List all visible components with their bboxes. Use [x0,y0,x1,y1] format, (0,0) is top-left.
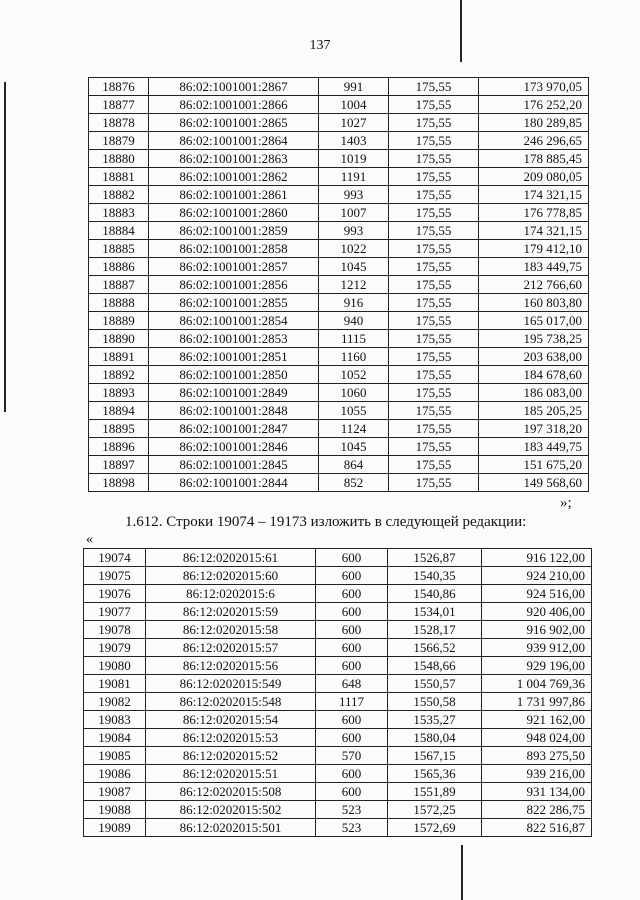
table-cell: 197 318,20 [479,420,589,438]
table-row [89,402,589,420]
table-cell: 86:12:0202015:548 [146,693,316,711]
table-cell: 86:12:0202015:508 [146,783,316,801]
table-cell: 175,55 [389,240,479,258]
table-cell: 19087 [84,783,146,801]
table-cell: 180 289,85 [479,114,589,132]
table-cell: 18882 [89,186,149,204]
table-cell: 940 [319,312,389,330]
table-cell: 18888 [89,294,149,312]
table-cell: 86:12:0202015:6 [146,585,316,603]
table-cell: 86:12:0202015:549 [146,675,316,693]
table-cell: 1535,27 [388,711,482,729]
table-cell: 600 [316,603,388,621]
table-cell: 1117 [316,693,388,711]
table-cell: 931 134,00 [482,783,592,801]
table-row [89,348,589,366]
table-cell: 86:02:1001001:2864 [149,132,319,150]
table-cell: 175,55 [389,204,479,222]
table-cell: 924 516,00 [482,585,592,603]
table-cell: 203 638,00 [479,348,589,366]
opening-quote: « [86,532,93,547]
table-cell: 19086 [84,765,146,783]
table-cell: 86:02:1001001:2846 [149,438,319,456]
table-cell: 1045 [319,258,389,276]
table-cell: 86:12:0202015:59 [146,603,316,621]
table-cell: 18887 [89,276,149,294]
table-row [89,78,589,96]
table-row [89,276,589,294]
page-number: 137 [309,38,331,53]
table-cell: 18889 [89,312,149,330]
table-cell: 19074 [84,549,146,567]
table-cell: 18884 [89,222,149,240]
table-cell: 175,55 [389,114,479,132]
table-cell: 1115 [319,330,389,348]
table-cell: 1572,69 [388,819,482,837]
table-row [89,186,589,204]
table-cell: 600 [316,765,388,783]
table-cell: 19082 [84,693,146,711]
table-cell: 175,55 [389,330,479,348]
table-cell: 173 970,05 [479,78,589,96]
table-cell: 19084 [84,729,146,747]
table-cell: 18891 [89,348,149,366]
table-cell: 175,55 [389,258,479,276]
table-cell: 86:12:0202015:51 [146,765,316,783]
table-row [89,150,589,168]
table-cell: 893 275,50 [482,747,592,765]
table-cell: 18892 [89,366,149,384]
table-cell: 1191 [319,168,389,186]
table-cell: 19075 [84,567,146,585]
table-cell: 600 [316,585,388,603]
table-cell: 822 516,87 [482,819,592,837]
table-row [89,168,589,186]
table-cell: 18880 [89,150,149,168]
table-row [84,567,592,585]
table-cell: 19081 [84,675,146,693]
table-row [84,639,592,657]
table-cell: 179 412,10 [479,240,589,258]
table-row [89,294,589,312]
table-cell: 600 [316,549,388,567]
scan-edge-mark-bottom [461,845,463,900]
table-cell: 18879 [89,132,149,150]
table-cell: 924 210,00 [482,567,592,585]
table-cell: 86:02:1001001:2859 [149,222,319,240]
table-cell: 921 162,00 [482,711,592,729]
table-cell: 212 766,60 [479,276,589,294]
cadastral-table-2 [83,548,592,837]
table-cell: 86:02:1001001:2849 [149,384,319,402]
table-cell: 19088 [84,801,146,819]
table-cell: 1060 [319,384,389,402]
table-cell: 1528,17 [388,621,482,639]
table-cell: 1007 [319,204,389,222]
table-cell: 86:02:1001001:2863 [149,150,319,168]
table-cell: 18883 [89,204,149,222]
table-cell: 86:02:1001001:2844 [149,474,319,492]
table-cell: 175,55 [389,348,479,366]
table-row [84,765,592,783]
table-row [84,621,592,639]
table-cell: 175,55 [389,294,479,312]
table-row [89,420,589,438]
table-cell: 175,55 [389,132,479,150]
table-row [89,438,589,456]
table-cell: 86:12:0202015:53 [146,729,316,747]
closing-quote: »; [560,495,572,511]
table-row [89,258,589,276]
table-cell: 1004 [319,96,389,114]
table-cell: 1055 [319,402,389,420]
table-cell: 600 [316,621,388,639]
table-cell: 18898 [89,474,149,492]
table-cell: 176 778,85 [479,204,589,222]
table-cell: 174 321,15 [479,186,589,204]
table-cell: 183 449,75 [479,258,589,276]
table-row [84,693,592,711]
table-cell: 939 216,00 [482,765,592,783]
table-row [84,729,592,747]
table-cell: 18878 [89,114,149,132]
table-cell: 185 205,25 [479,402,589,420]
table-cell: 86:12:0202015:61 [146,549,316,567]
table-cell: 86:02:1001001:2847 [149,420,319,438]
table-cell: 19083 [84,711,146,729]
table-cell: 864 [319,456,389,474]
table-cell: 1565,36 [388,765,482,783]
table-cell: 18893 [89,384,149,402]
table-cell: 86:12:0202015:56 [146,657,316,675]
table-cell: 86:12:0202015:57 [146,639,316,657]
table-cell: 570 [316,747,388,765]
table-cell: 920 406,00 [482,603,592,621]
table-cell: 151 675,20 [479,456,589,474]
table-cell: 1045 [319,438,389,456]
table-cell: 19089 [84,819,146,837]
table-cell: 175,55 [389,168,479,186]
table-cell: 175,55 [389,384,479,402]
table-cell: 246 296,65 [479,132,589,150]
table-cell: 19085 [84,747,146,765]
table-cell: 600 [316,639,388,657]
table-cell: 175,55 [389,474,479,492]
table-cell: 18897 [89,456,149,474]
table-cell: 822 286,75 [482,801,592,819]
table-cell: 86:02:1001001:2854 [149,312,319,330]
table-cell: 939 912,00 [482,639,592,657]
table-row [89,114,589,132]
table-cell: 184 678,60 [479,366,589,384]
table-cell: 1022 [319,240,389,258]
table-cell: 1567,15 [388,747,482,765]
table-cell: 175,55 [389,150,479,168]
table-cell: 175,55 [389,78,479,96]
scan-edge-mark-left [4,82,6,412]
table-cell: 175,55 [389,276,479,294]
table-cell: 86:12:0202015:58 [146,621,316,639]
table-row [84,819,592,837]
table-row [84,603,592,621]
table-row [84,711,592,729]
table-cell: 916 122,00 [482,549,592,567]
table-cell: 916 [319,294,389,312]
table-cell: 1124 [319,420,389,438]
table-row [84,747,592,765]
table-cell: 175,55 [389,312,479,330]
table-row [89,330,589,348]
table-cell: 149 568,60 [479,474,589,492]
table-cell: 929 196,00 [482,657,592,675]
table-cell: 175,55 [389,438,479,456]
table-row [89,132,589,150]
table-cell: 1572,25 [388,801,482,819]
cadastral-table-1 [88,77,589,492]
table-cell: 18885 [89,240,149,258]
table-cell: 600 [316,657,388,675]
table-cell: 1403 [319,132,389,150]
table-cell: 160 803,80 [479,294,589,312]
table-row [89,204,589,222]
table-cell: 175,55 [389,456,479,474]
table-cell: 1052 [319,366,389,384]
table-cell: 209 080,05 [479,168,589,186]
table-cell: 19079 [84,639,146,657]
table-cell: 1540,86 [388,585,482,603]
table-cell: 183 449,75 [479,438,589,456]
table-cell: 600 [316,783,388,801]
table-cell: 1550,57 [388,675,482,693]
table-cell: 19080 [84,657,146,675]
table-row [89,384,589,402]
table-row [89,474,589,492]
table-cell: 186 083,00 [479,384,589,402]
table-cell: 175,55 [389,420,479,438]
table-cell: 18886 [89,258,149,276]
table-cell: 18894 [89,402,149,420]
table-cell: 18890 [89,330,149,348]
table-cell: 19077 [84,603,146,621]
table-cell: 1212 [319,276,389,294]
table-cell: 176 252,20 [479,96,589,114]
table-cell: 1 004 769,36 [482,675,592,693]
table-cell: 86:02:1001001:2862 [149,168,319,186]
table-cell: 1027 [319,114,389,132]
table-cell: 86:02:1001001:2855 [149,294,319,312]
table-cell: 948 024,00 [482,729,592,747]
table-cell: 852 [319,474,389,492]
table-cell: 175,55 [389,96,479,114]
table-cell: 86:02:1001001:2856 [149,276,319,294]
table-cell: 1534,01 [388,603,482,621]
table-row [84,801,592,819]
table-cell: 165 017,00 [479,312,589,330]
table-cell: 86:02:1001001:2867 [149,78,319,96]
table-cell: 86:02:1001001:2857 [149,258,319,276]
table-cell: 86:12:0202015:501 [146,819,316,837]
table-cell: 18876 [89,78,149,96]
table-cell: 175,55 [389,402,479,420]
table-cell: 178 885,45 [479,150,589,168]
table-cell: 1526,87 [388,549,482,567]
table-cell: 523 [316,801,388,819]
table-cell: 86:02:1001001:2865 [149,114,319,132]
table-cell: 86:02:1001001:2858 [149,240,319,258]
table-cell: 19076 [84,585,146,603]
table-cell: 86:12:0202015:502 [146,801,316,819]
table-row [84,549,592,567]
table-cell: 1551,89 [388,783,482,801]
table-cell: 86:02:1001001:2848 [149,402,319,420]
table-row [84,675,592,693]
table-cell: 523 [316,819,388,837]
table-cell: 1580,04 [388,729,482,747]
table-cell: 1 731 997,86 [482,693,592,711]
table-cell: 18896 [89,438,149,456]
table-cell: 18895 [89,420,149,438]
table-cell: 86:02:1001001:2866 [149,96,319,114]
table-cell: 1160 [319,348,389,366]
table-cell: 86:02:1001001:2851 [149,348,319,366]
table-cell: 18877 [89,96,149,114]
table-cell: 1548,66 [388,657,482,675]
table-cell: 600 [316,567,388,585]
table-cell: 86:02:1001001:2861 [149,186,319,204]
table-cell: 175,55 [389,186,479,204]
table-row [89,312,589,330]
table-row [89,456,589,474]
table-cell: 174 321,15 [479,222,589,240]
table-cell: 648 [316,675,388,693]
table-cell: 175,55 [389,222,479,240]
table-cell: 993 [319,186,389,204]
table-row [89,240,589,258]
table-cell: 86:12:0202015:52 [146,747,316,765]
table-row [89,222,589,240]
table-row [84,585,592,603]
table-cell: 600 [316,729,388,747]
table-cell: 1566,52 [388,639,482,657]
table-row [89,366,589,384]
table-cell: 86:02:1001001:2860 [149,204,319,222]
table-cell: 1019 [319,150,389,168]
table-cell: 86:02:1001001:2845 [149,456,319,474]
table-cell: 1550,58 [388,693,482,711]
table-cell: 86:12:0202015:54 [146,711,316,729]
table-cell: 1540,35 [388,567,482,585]
table-cell: 993 [319,222,389,240]
table-row [89,96,589,114]
table-cell: 195 738,25 [479,330,589,348]
table-cell: 18881 [89,168,149,186]
table-cell: 600 [316,711,388,729]
table-cell: 86:02:1001001:2850 [149,366,319,384]
table-cell: 86:02:1001001:2853 [149,330,319,348]
table-cell: 991 [319,78,389,96]
table-cell: 19078 [84,621,146,639]
table-cell: 175,55 [389,366,479,384]
table-cell: 86:12:0202015:60 [146,567,316,585]
section-heading: 1.612. Строки 19074 – 19173 изложить в следующей редакции: [125,514,527,530]
table-row [84,783,592,801]
table-cell: 916 902,00 [482,621,592,639]
table-row [84,657,592,675]
